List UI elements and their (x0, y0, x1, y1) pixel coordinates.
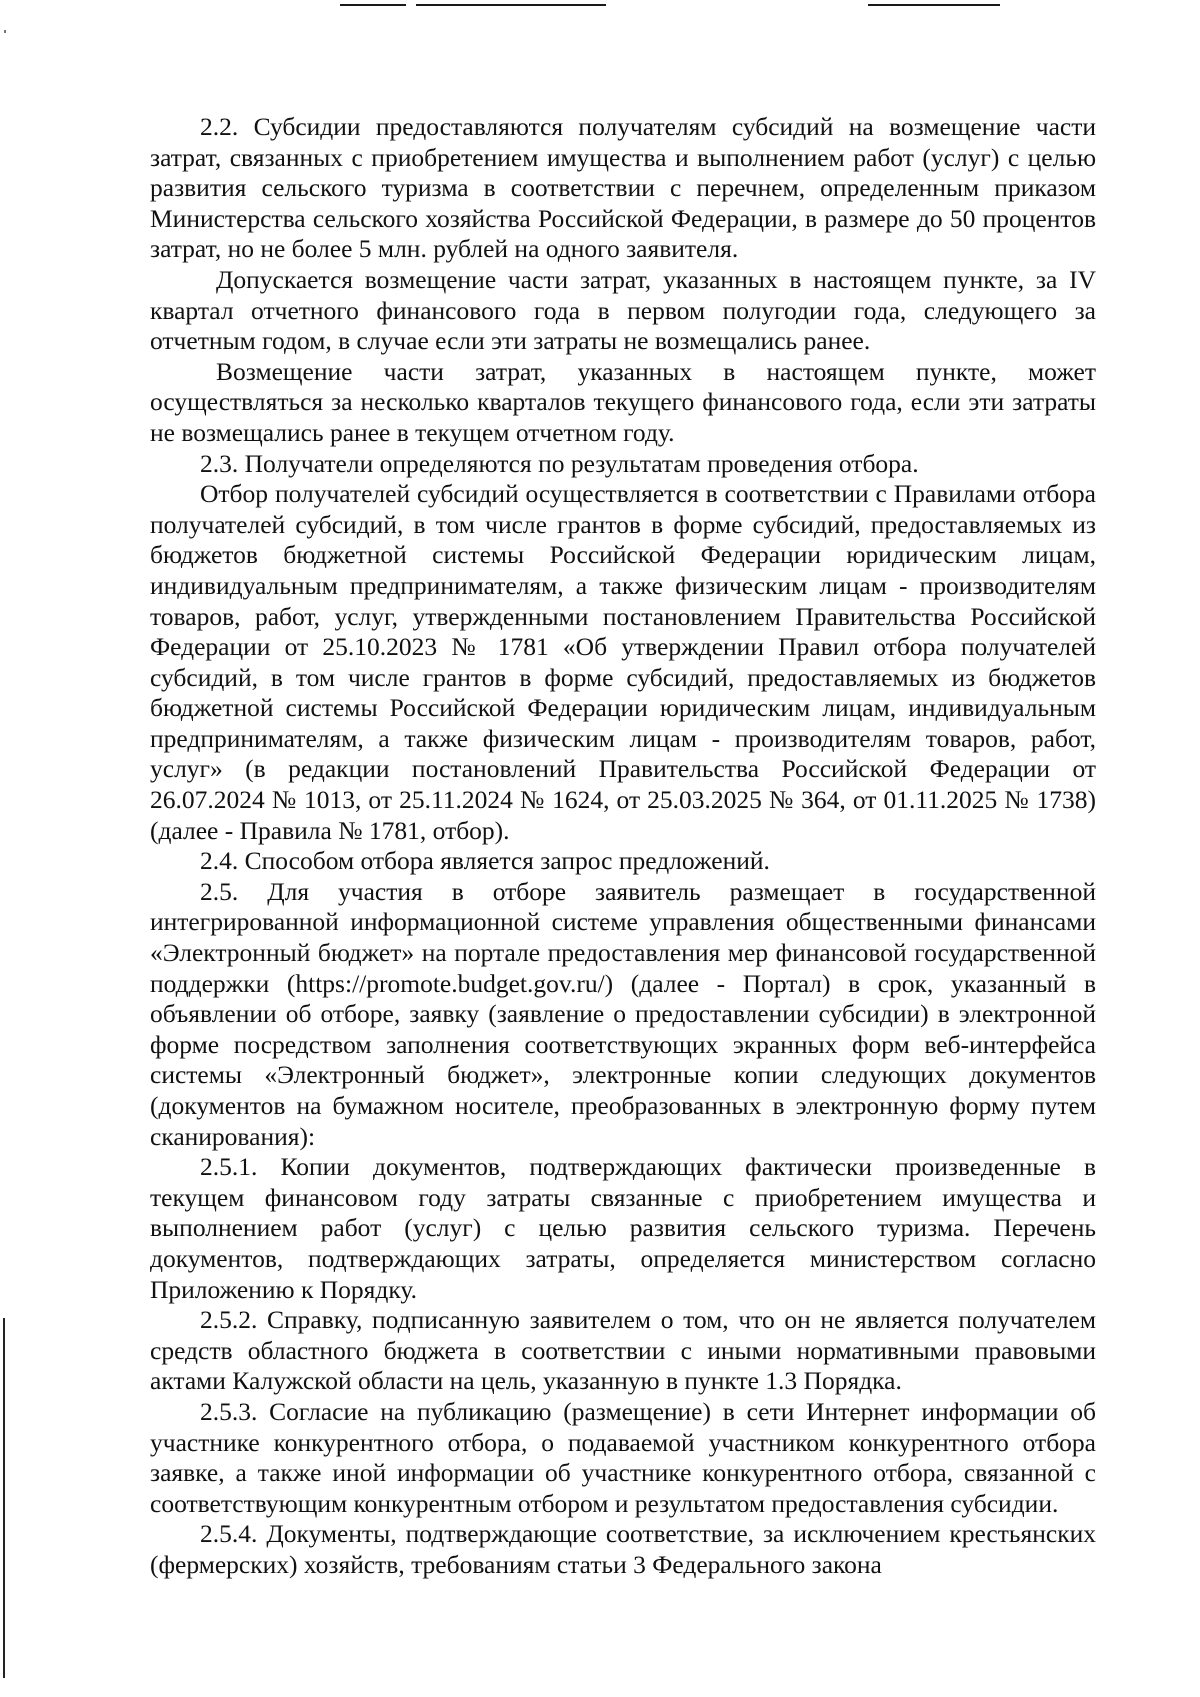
scan-header-line (868, 4, 1000, 6)
scan-artifact (4, 30, 6, 33)
scan-header-line (416, 4, 606, 6)
document-page (150, 112, 1096, 1581)
paragraph-2-2: 2.2. Субсидии предоставляются получателям субсидий на возмещение части затрат, связанных с приобретением имущества и выполнением работ (услуг) с целью развития сельского туризма в соответствии с перечнем, определенным приказом Министерства сельского хозяйства Российской Федерации, в размере до 50 процентов затрат, но не более 5 млн. рублей на одного заявителя. (150, 112, 1096, 264)
paragraph-2-5-4: 2.5.4. Документы, подтверждающие соответствие, за исключением крестьянских (фермерских) хозяйств, требованиям статьи 3 Федерального закона (150, 1519, 1096, 1579)
paragraph-2-3: 2.3. Получатели определяются по результатам проведения отбора. (200, 448, 919, 478)
paragraph-2-4: 2.4. Способом отбора является запрос предложений. (200, 846, 770, 876)
paragraph-2-3-selection-rules: Отбор получателей субсидий осуществляется в соответствии с Правилами отбора получателей субсидий, в том числе грантов в форме субсидий, предоставляемых из бюджетов бюджетной системы Российской Федерации юридическим лицам, индивидуальным предпринимателям, а также физическим лицам - производителям товаров, работ, услуг, утвержденными постановлением Правительства Российской Федерации от 25.10.2023 № 1781 «Об утверждении Правил отбора получателей субсидий, в том числе грантов в форме субсидий, предоставляемых из бюджетов бюджетной системы Российской Федерации юридическим лицам, индивидуальным предпринимателям, а также физическим лицам - производителям товаров, работ, услуг» (в редакции постановлений Правительства Российской Федерации от 26.07.2024 № 1013, от 25.11.2024 № 1624, от 25.03.2025 № 364, от 01.11.2025 № 1738) (далее - Правила № 1781, отбор). (150, 479, 1096, 845)
paragraph-2-2-compensation-q4: Допускается возмещение части затрат, указанных в настоящем пункте, за IV квартал отчетного финансового года в первом полугодии года, следующего за отчетным годом, в случае если эти затраты не возмещались ранее. (150, 264, 1096, 356)
paragraph-2-5: 2.5. Для участия в отборе заявитель размещает в государственной интегрированной информационной системе управления общественными финансами «Электронный бюджет» на портале предоставления мер финансовой государственной поддержки (https://promote.budget.gov.ru/) (далее - Портал) в срок, указанный в объявлении об отборе, заявку (заявление о предоставлении субсидии) в электронной форме посредством заполнения соответствующих экранных форм веб-интерфейса системы «Электронный бюджет», электронные копии следующих документов (документов на бумажном носителе, преобразованных в электронную форму путем сканирования): (150, 876, 1096, 1151)
paragraph-2-2-compensation-quarters: Возмещение части затрат, указанных в настоящем пункте, может осуществляться за несколько кварталов текущего финансового года, если эти затраты не возмещались ранее в текущем отчетном году. (150, 356, 1096, 447)
paragraph-2-5-3: 2.5.3. Согласие на публикацию (размещение) в сети Интернет информации об участнике конкурентного отбора, о подаваемой участником конкурентного отбора заявке, а также иной информации об участнике конкурентного отбора, связанной с соответствующим конкурентным отбором и результатом предоставления субсидии. (150, 1396, 1096, 1518)
scan-margin-line (3, 1318, 5, 1678)
paragraph-2-5-2: 2.5.2. Справку, подписанную заявителем о том, что он не является получателем средств областного бюджета в соответствии с иными нормативными правовыми актами Калужской области на цель, указанную в пункте 1.3 Порядка. (150, 1305, 1096, 1396)
paragraph-2-5-1: 2.5.1. Копии документов, подтверждающих фактически произведенные в текущем финансовом году затраты связанные с приобретением имущества и выполнением работ (услуг) с целью развития сельского туризма. Перечень документов, подтверждающих затраты, определяется министерством согласно Приложению к Порядку. (150, 1152, 1096, 1304)
scan-header-line (340, 4, 406, 6)
